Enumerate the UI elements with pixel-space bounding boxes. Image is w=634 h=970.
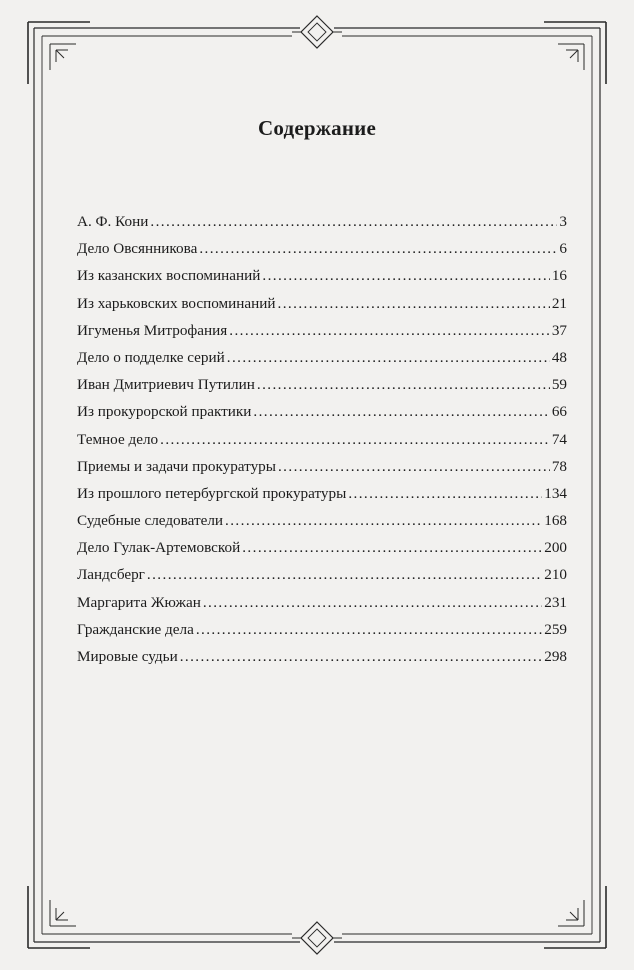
toc-entry-title: Темное дело	[77, 430, 159, 448]
toc-entry-title: Иван Дмитриевич Путилин	[77, 376, 255, 394]
toc-entry-page: 3	[559, 213, 567, 230]
toc-entry	[77, 507, 567, 534]
toc-entry-title: Гражданские дела	[77, 620, 194, 638]
toc-entry-page: 298	[544, 648, 567, 665]
toc-entry-page: 259	[544, 620, 567, 638]
toc-entry	[77, 208, 567, 235]
toc-entry-page: 37	[551, 321, 567, 339]
toc-entry-page: 210	[544, 566, 567, 584]
toc-entry-page: 78	[551, 457, 567, 475]
toc-entry	[77, 262, 567, 289]
toc-entry-title: Мировые судьи	[77, 648, 178, 665]
toc-dot-leader	[160, 426, 550, 453]
toc-entry-title: Игуменья Митрофания	[77, 321, 228, 339]
toc-entry	[77, 317, 567, 344]
toc-entry	[77, 480, 567, 507]
toc-dot-leader	[257, 371, 550, 398]
toc-entry	[77, 371, 567, 398]
toc-entry	[77, 534, 567, 561]
toc-dot-leader	[253, 398, 549, 425]
toc-entry-page: 231	[544, 593, 567, 611]
toc-entry-title: Приемы и задачи прокуратуры	[77, 457, 276, 475]
toc-entry-page: 21	[551, 294, 567, 312]
toc-entry-title: Из казанских воспоминаний	[77, 267, 261, 285]
toc-dot-leader	[227, 344, 550, 371]
toc-dot-leader	[242, 534, 542, 561]
toc-entry	[77, 561, 567, 588]
toc-entry	[77, 589, 567, 616]
toc-dot-leader	[278, 453, 550, 480]
toc-entry-page: 59	[551, 376, 567, 394]
toc-dot-leader	[150, 208, 557, 235]
toc-entry-page: 200	[544, 539, 567, 557]
table-of-contents	[77, 208, 567, 670]
toc-dot-leader	[262, 262, 549, 289]
toc-entry-title: Маргарита Жюжан	[77, 593, 201, 611]
toc-entry-title: Судебные следователи	[77, 512, 224, 530]
toc-entry	[77, 426, 567, 453]
toc-entry-page: 48	[551, 348, 567, 366]
toc-entry-page: 134	[544, 484, 567, 502]
toc-dot-leader	[348, 480, 542, 507]
toc-dot-leader	[225, 507, 542, 534]
toc-entry-title: Дело Овсянникова	[77, 240, 198, 258]
toc-entry-title: Дело Гулак-Артемовской	[77, 539, 241, 557]
toc-dot-leader	[147, 561, 542, 588]
toc-entry-page: 16	[551, 267, 567, 285]
toc-dot-leader	[278, 290, 550, 317]
toc-entry	[77, 616, 567, 643]
toc-entry-title: А. Ф. Кони	[77, 213, 149, 230]
toc-dot-leader	[203, 589, 542, 616]
toc-entry-page: 6	[559, 240, 567, 258]
toc-dot-leader	[180, 643, 543, 670]
toc-dot-leader	[199, 235, 557, 262]
toc-entry	[77, 344, 567, 371]
toc-entry-page: 74	[551, 430, 567, 448]
toc-entry-page: 168	[544, 512, 567, 530]
toc-entry	[77, 453, 567, 480]
toc-entry	[77, 290, 567, 317]
toc-entry-title: Дело о подделке серий	[77, 348, 225, 366]
toc-dot-leader	[196, 616, 542, 643]
toc-dot-leader	[229, 317, 550, 344]
toc-entry	[77, 235, 567, 262]
toc-entry-page: 66	[551, 403, 567, 421]
toc-entry	[77, 398, 567, 425]
page-title: Содержание	[258, 116, 376, 140]
toc-entry-title: Из харьковских воспоминаний	[77, 294, 276, 312]
toc-entry	[77, 643, 567, 670]
toc-entry-title: Из прошлого петербургской прокуратуры	[77, 484, 347, 502]
toc-entry-title: Ландсберг	[77, 566, 145, 584]
toc-entry-title: Из прокурорской практики	[77, 403, 252, 421]
